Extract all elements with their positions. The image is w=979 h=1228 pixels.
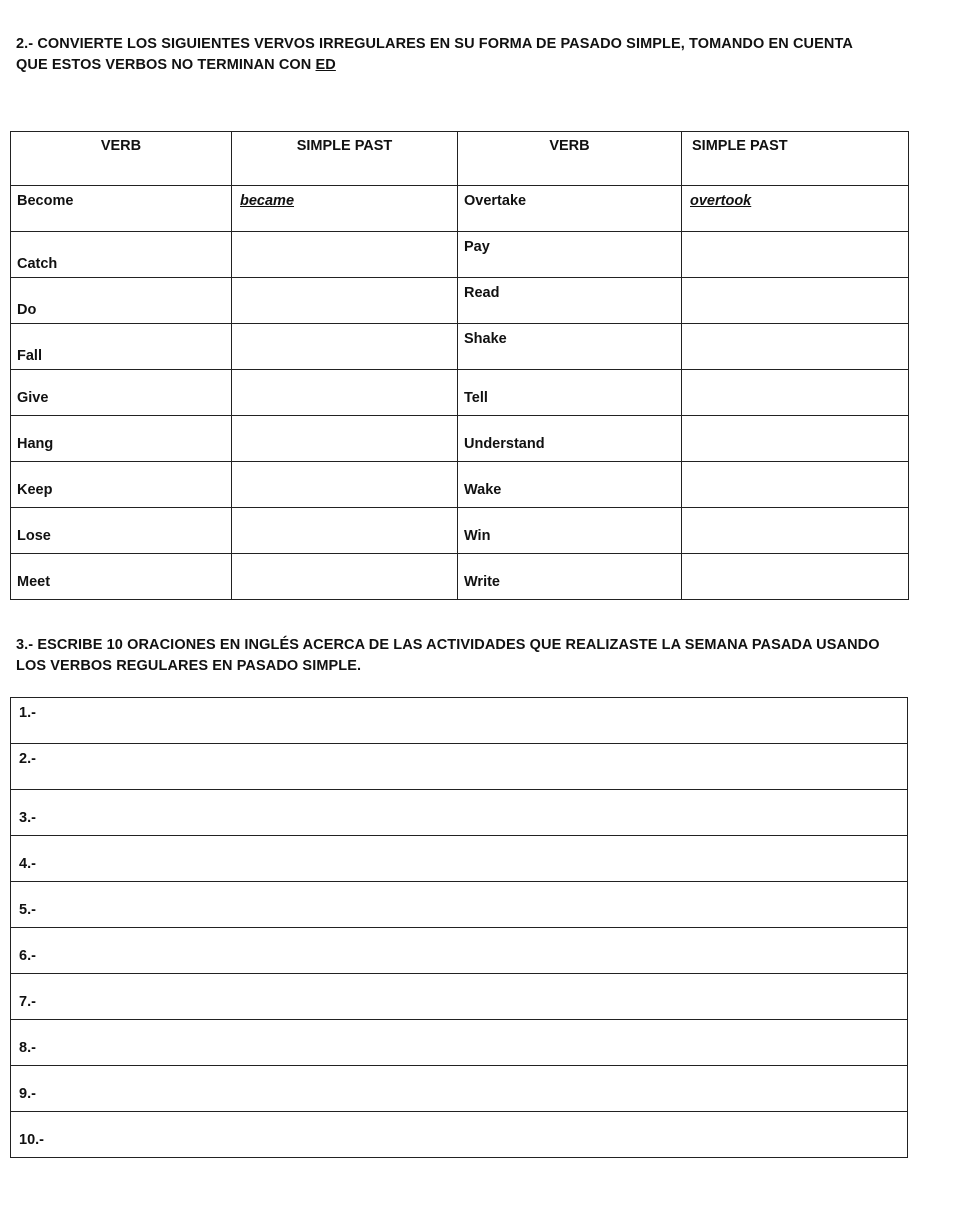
table-row (11, 462, 909, 508)
past-answer-cell[interactable] (238, 462, 451, 469)
past-answer-cell[interactable] (238, 278, 451, 285)
sentence-number: 8.- (19, 1040, 36, 1056)
past-answer-cell[interactable] (238, 508, 451, 515)
past-answer-cell[interactable] (688, 324, 902, 331)
sentence-row[interactable] (11, 882, 908, 928)
verb-cell: Overtake (464, 193, 527, 209)
sentence-row[interactable] (11, 928, 908, 974)
verb-cell: Write (464, 574, 500, 590)
past-answer-cell[interactable] (238, 416, 451, 423)
part2-instruction-line2 (16, 55, 946, 76)
table-row (11, 416, 909, 462)
verb-cell: Win (464, 528, 491, 544)
sentence-number: 10.- (19, 1132, 44, 1148)
table-row (11, 186, 909, 232)
past-answer-cell[interactable] (238, 370, 451, 377)
verb-cell: Wake (464, 482, 502, 498)
verb-cell: Hang (17, 436, 54, 452)
past-answer-cell[interactable]: became (240, 193, 295, 209)
part2-instructions (16, 34, 946, 76)
sentence-number: 5.- (19, 902, 36, 918)
verb-cell: Understand (464, 436, 545, 452)
sentences-table (10, 697, 908, 1158)
verb-cell: Pay (464, 239, 490, 255)
header-simple-past-2: SIMPLE PAST (682, 132, 909, 186)
table-row (11, 278, 909, 324)
verb-cell: Fall (17, 348, 42, 364)
past-answer-cell[interactable] (688, 370, 902, 377)
table-row (11, 554, 909, 600)
sentence-number: 4.- (19, 856, 36, 872)
sentence-number: 9.- (19, 1086, 36, 1102)
table-row (11, 508, 909, 554)
sentence-row[interactable] (11, 1112, 908, 1158)
header-verb-1: VERB (11, 132, 232, 186)
verb-cell: Read (464, 285, 500, 301)
past-answer-cell[interactable] (688, 278, 902, 285)
verb-cell: Keep (17, 482, 53, 498)
part3-instructions (16, 635, 946, 677)
part3-instruction-line1: 3.- ESCRIBE 10 ORACIONES EN INGLÉS ACERCA DE LAS ACTIVIDADES QUE REALIZASTE LA SEMANA PASADA USANDO (16, 637, 880, 653)
verb-cell: Shake (464, 331, 507, 347)
verb-cell: Do (17, 302, 37, 318)
past-answer-cell[interactable]: overtook (690, 193, 752, 209)
sentence-row[interactable] (11, 1066, 908, 1112)
table-row (11, 324, 909, 370)
part2-instruction-line2-text: QUE ESTOS VERBOS NO TERMINAN CON (16, 57, 316, 73)
ed-underlined-text: ED (315, 57, 336, 73)
sentence-number: 6.- (19, 948, 36, 964)
verb-cell: Tell (464, 390, 488, 406)
past-answer-cell[interactable] (238, 232, 451, 239)
past-answer-cell[interactable] (688, 462, 902, 469)
part3-instruction-line2: LOS VERBOS REGULARES EN PASADO SIMPLE. (16, 658, 362, 674)
verb-cell: Lose (17, 528, 51, 544)
table-header-row (11, 132, 909, 186)
sentence-number: 7.- (19, 994, 36, 1010)
table-row (11, 370, 909, 416)
sentence-row[interactable] (11, 790, 908, 836)
part2-instruction-line1: 2.- CONVIERTE LOS SIGUIENTES VERVOS IRREGULARES EN SU FORMA DE PASADO SIMPLE, TOMANDO EN CUENTA (16, 36, 853, 52)
sentence-row[interactable] (11, 1020, 908, 1066)
header-simple-past-1: SIMPLE PAST (232, 132, 458, 186)
past-answer-cell[interactable] (688, 508, 902, 515)
table-row (11, 232, 909, 278)
past-answer-cell[interactable] (688, 416, 902, 423)
past-answer-cell[interactable] (238, 324, 451, 331)
irregular-verbs-table (10, 131, 909, 600)
past-answer-cell[interactable] (688, 232, 902, 239)
sentence-row[interactable] (11, 974, 908, 1020)
verb-cell: Catch (17, 256, 58, 272)
verb-cell: Give (17, 390, 49, 406)
sentence-number: 2.- (19, 751, 36, 767)
sentence-number: 1.- (19, 705, 36, 721)
past-answer-cell[interactable] (238, 554, 451, 561)
sentence-row[interactable] (11, 698, 908, 744)
past-answer-cell[interactable] (688, 554, 902, 561)
verb-cell: Meet (17, 574, 51, 590)
sentence-row[interactable] (11, 836, 908, 882)
verb-cell: Become (17, 193, 74, 209)
sentence-number: 3.- (19, 810, 36, 826)
header-verb-2: VERB (458, 132, 682, 186)
sentence-row[interactable] (11, 744, 908, 790)
